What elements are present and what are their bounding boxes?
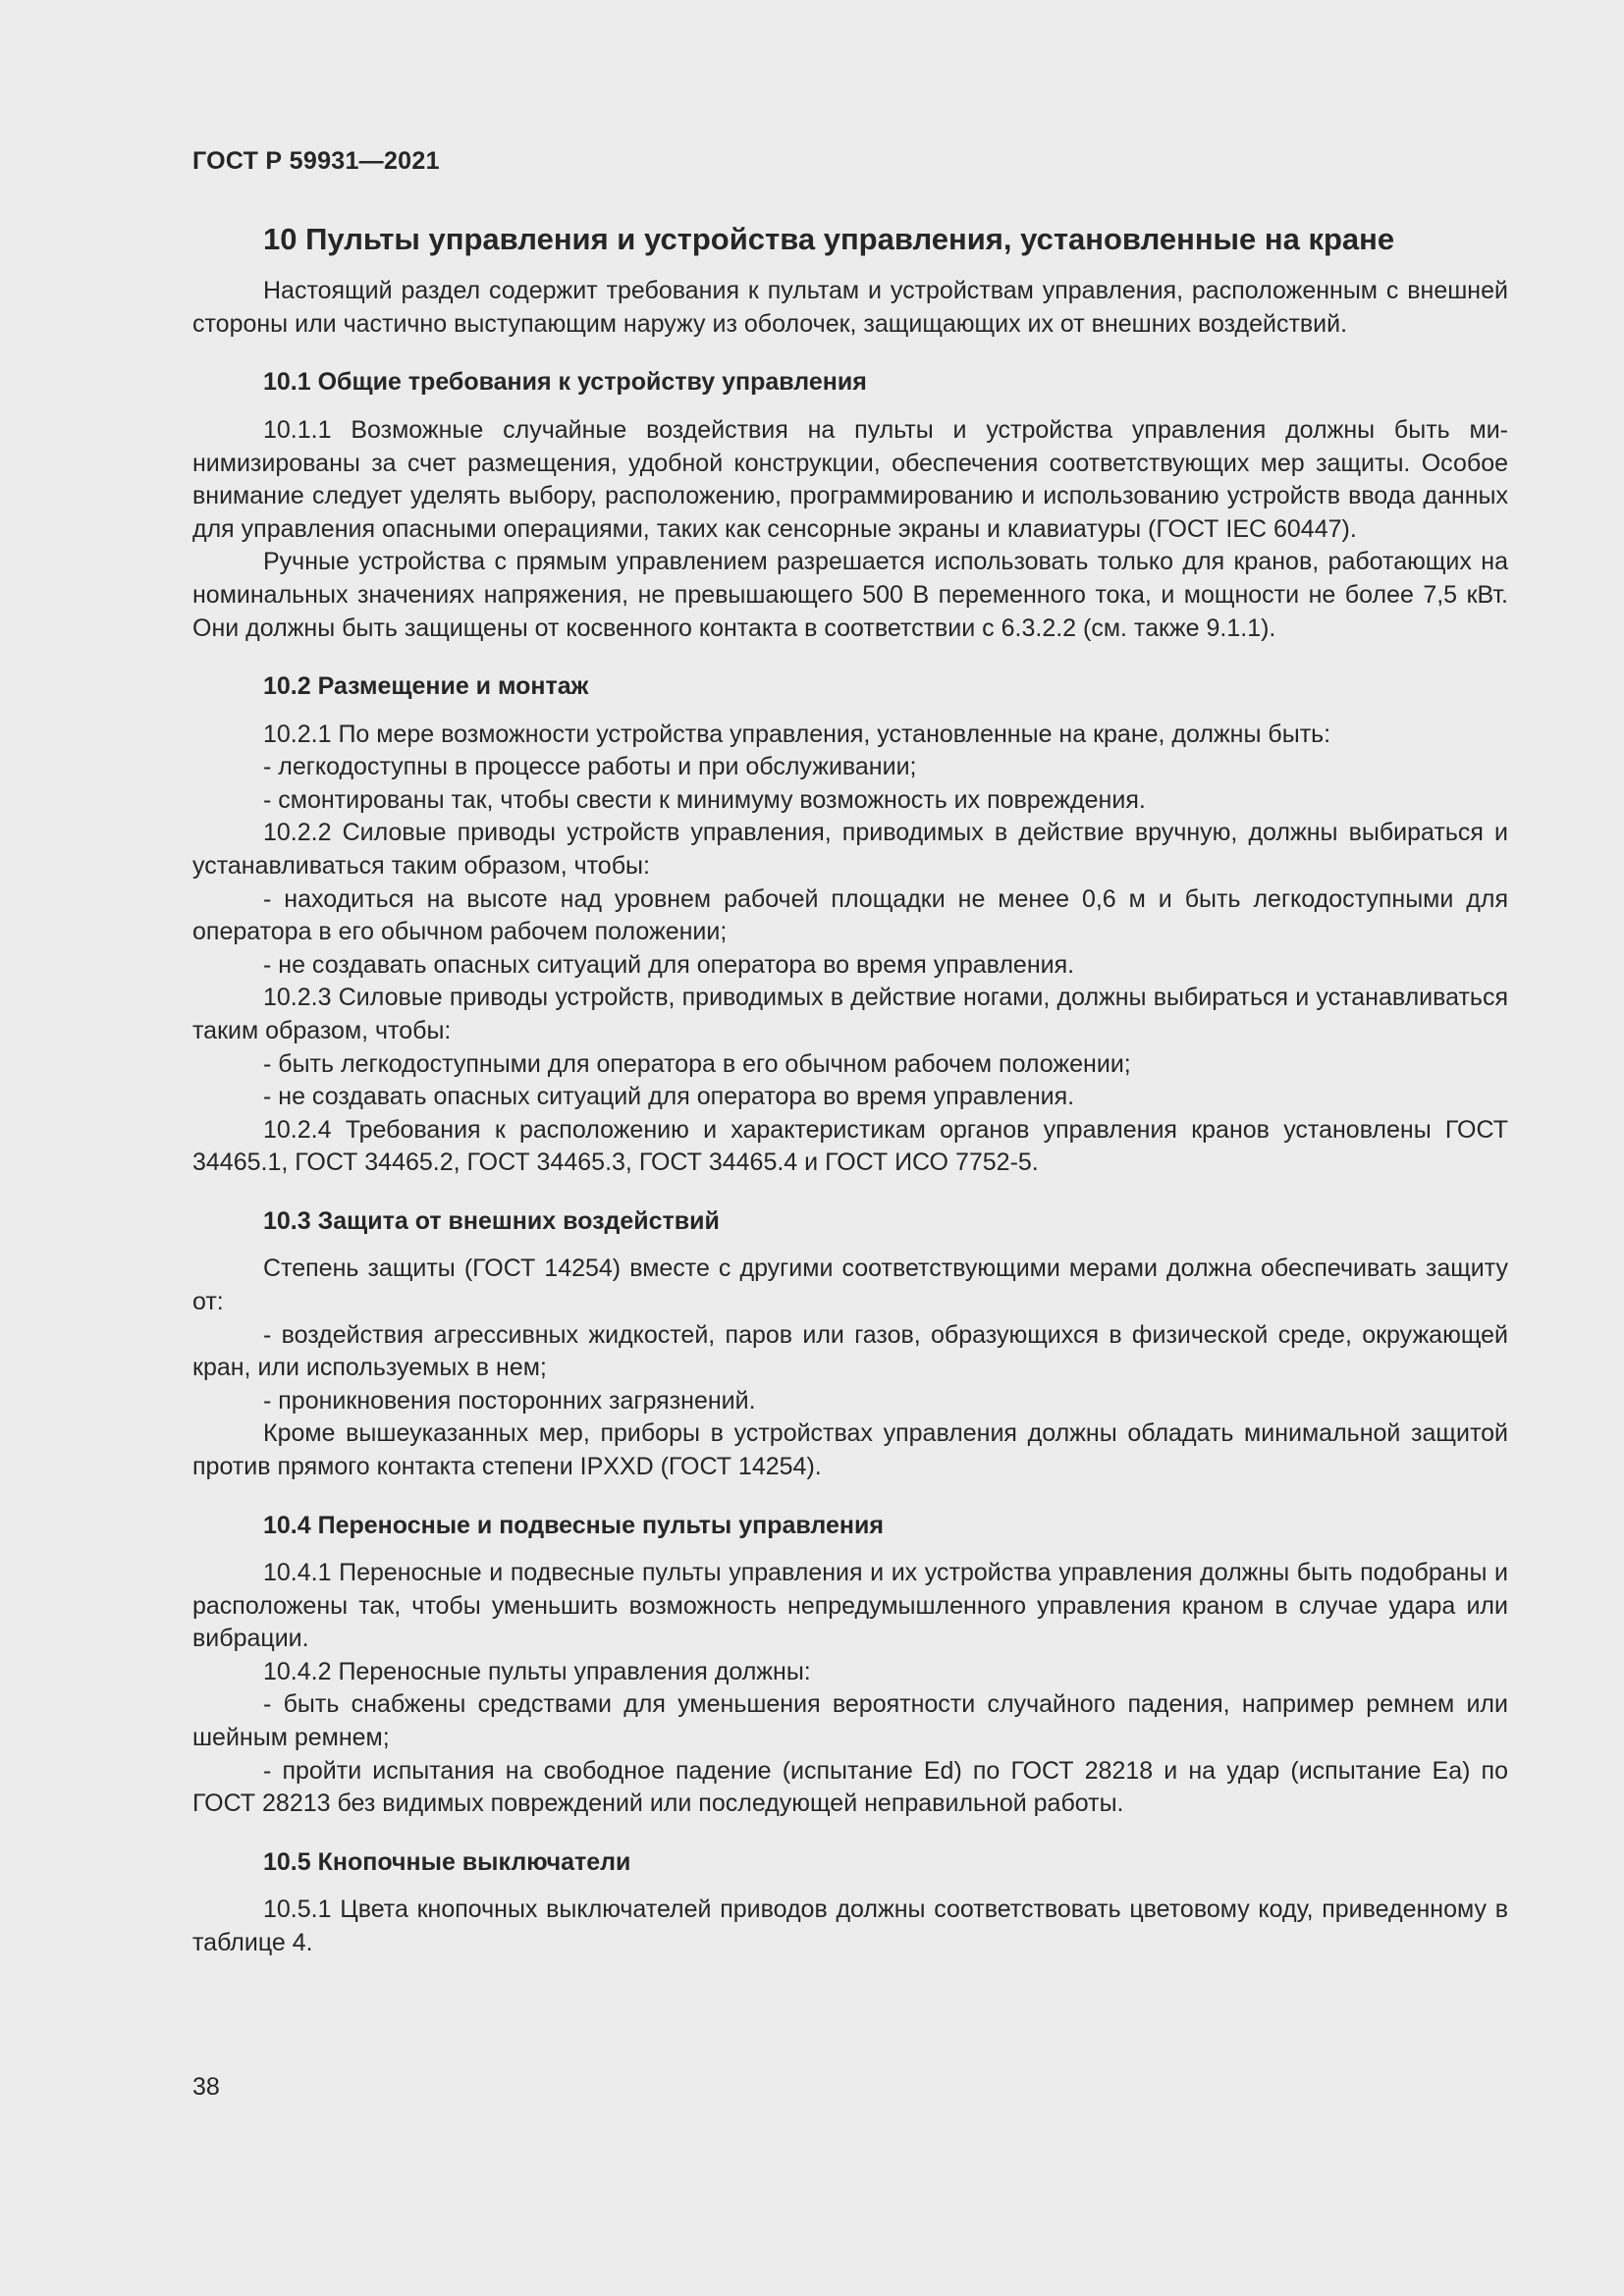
list-item: - воздействия агрессивных жидкостей, паров или газов, образующихся в физической среде, окружающей кран, или используемых в нем;: [192, 1320, 1508, 1382]
subsection-title-10-2: 10.2 Размещение и монтаж: [263, 672, 589, 701]
paragraph-10-1-manual-devices: Ручные устройства с прямым управлением разрешается использовать только для кранов, работающих на номинальных значениях напряжения, не превышающего 500 В переменного тока, и мощности не более 7,5 кВт. Они должны быть защищены от косвенного контакта в соответствии с 6.3.2.2 (см. также 9.1.1).: [192, 548, 1508, 642]
document-code: ГОСТ Р 59931—2021: [192, 147, 440, 175]
paragraph-10-1-1: 10.1.1 Возможные случайные воздействия на пульты и устройства управления должны быть минимизированы за счет размещения, удобной конструкции, обеспечения соответствующих мер защиты. Особое внимание следует уделять выбору, расположению, программированию и использованию устройств ввода данных для управления опасными операциями, таких как сенсорные экраны и клавиатуры (ГОСТ IEC 60447).: [192, 415, 1508, 543]
paragraph-10-3-protection: Степень защиты (ГОСТ 14254) вместе с другими соответствующими мерами должна обеспечивать защиту от:: [192, 1255, 1508, 1316]
subsection-title-10-5: 10.5 Кнопочные выключатели: [263, 1847, 631, 1876]
list-item: - не создавать опасных ситуаций для оператора во время управления.: [263, 1083, 1075, 1111]
paragraph-10-2-3: 10.2.3 Силовые приводы устройств, приводимых в действие ногами, должны выбираться и устанавливаться таким образом, чтобы:: [192, 984, 1508, 1044]
section-intro: Настоящий раздел содержит требования к пультам и устройствам управления, расположенным с внешней стороны или частично выступающим наружу из оболочек, защищающих их от внешних воздействий.: [192, 277, 1508, 338]
paragraph-10-2-2: 10.2.2 Силовые приводы устройств управления, приводимых в действие вручную, должны выбираться и устанавливаться таким образом, чтобы:: [192, 819, 1508, 881]
paragraph-10-2-1: 10.2.1 По мере возможности устройства управления, установленные на кране, должны быть:: [263, 720, 1331, 748]
paragraph-10-2-4: 10.2.4 Требования к расположению и характеристикам органов управления кранов установлены ГОСТ 34465.1, ГОСТ 34465.2, ГОСТ 34465.3, ГОСТ 34465.4 и ГОСТ ИСО 7752-5.: [192, 1115, 1508, 1177]
section-title: 10 Пульты управления и устройства управления, установленные на кране: [263, 222, 1395, 256]
paragraph-10-5-1: 10.5.1 Цвета кнопочных выключателей приводов должны соответствовать цветовому коду, приведенному в таблице 4.: [192, 1896, 1508, 1956]
page-number: 38: [192, 2073, 220, 2101]
list-item: - проникновения посторонних загрязнений.: [263, 1386, 756, 1415]
list-item: - не создавать опасных ситуаций для оператора во время управления.: [263, 950, 1075, 979]
list-item: - легкодоступны в процессе работы и при обслуживании;: [263, 753, 917, 781]
subsection-title-10-1: 10.1 Общие требования к устройству управления: [263, 368, 867, 397]
subsection-title-10-3: 10.3 Защита от внешних воздействий: [263, 1206, 720, 1235]
document-body: [192, 220, 1508, 1960]
paragraph-10-4-2: 10.4.2 Переносные пульты управления должны:: [263, 1657, 811, 1685]
subsection-title-10-4: 10.4 Переносные и подвесные пульты управления: [263, 1511, 884, 1539]
list-item: - находиться на высоте над уровнем рабочей площадки не менее 0,6 м и быть легкодоступными для оператора в его обычном рабочем положении;: [192, 884, 1508, 946]
list-item: - быть легкодоступными для оператора в его обычном рабочем положении;: [263, 1049, 1131, 1078]
paragraph-10-4-1: 10.4.1 Переносные и подвесные пульты управления и их устройства управления должны быть подобраны и расположены так, чтобы уменьшить возможность непредумышленного управления краном в случае удара или вибрации.: [192, 1559, 1508, 1653]
list-item: - пройти испытания на свободное падение (испытание Ed) по ГОСТ 28218 и на удар (испытание Ea) по ГОСТ 28213 без видимых повреждений или последующей неправильной работы.: [192, 1756, 1508, 1818]
list-item: - быть снабжены средствами для уменьшения вероятности случайного падения, например ремнем или шейным ремнем;: [192, 1690, 1508, 1752]
list-item: - смонтированы так, чтобы свести к минимуму возможность их повреждения.: [263, 785, 1146, 814]
paragraph-10-3-ipxxd: Кроме вышеуказанных мер, приборы в устройствах управления должны обладать минимальной защитой против прямого контакта степени IPXXD (ГОСТ 14254).: [192, 1419, 1508, 1481]
